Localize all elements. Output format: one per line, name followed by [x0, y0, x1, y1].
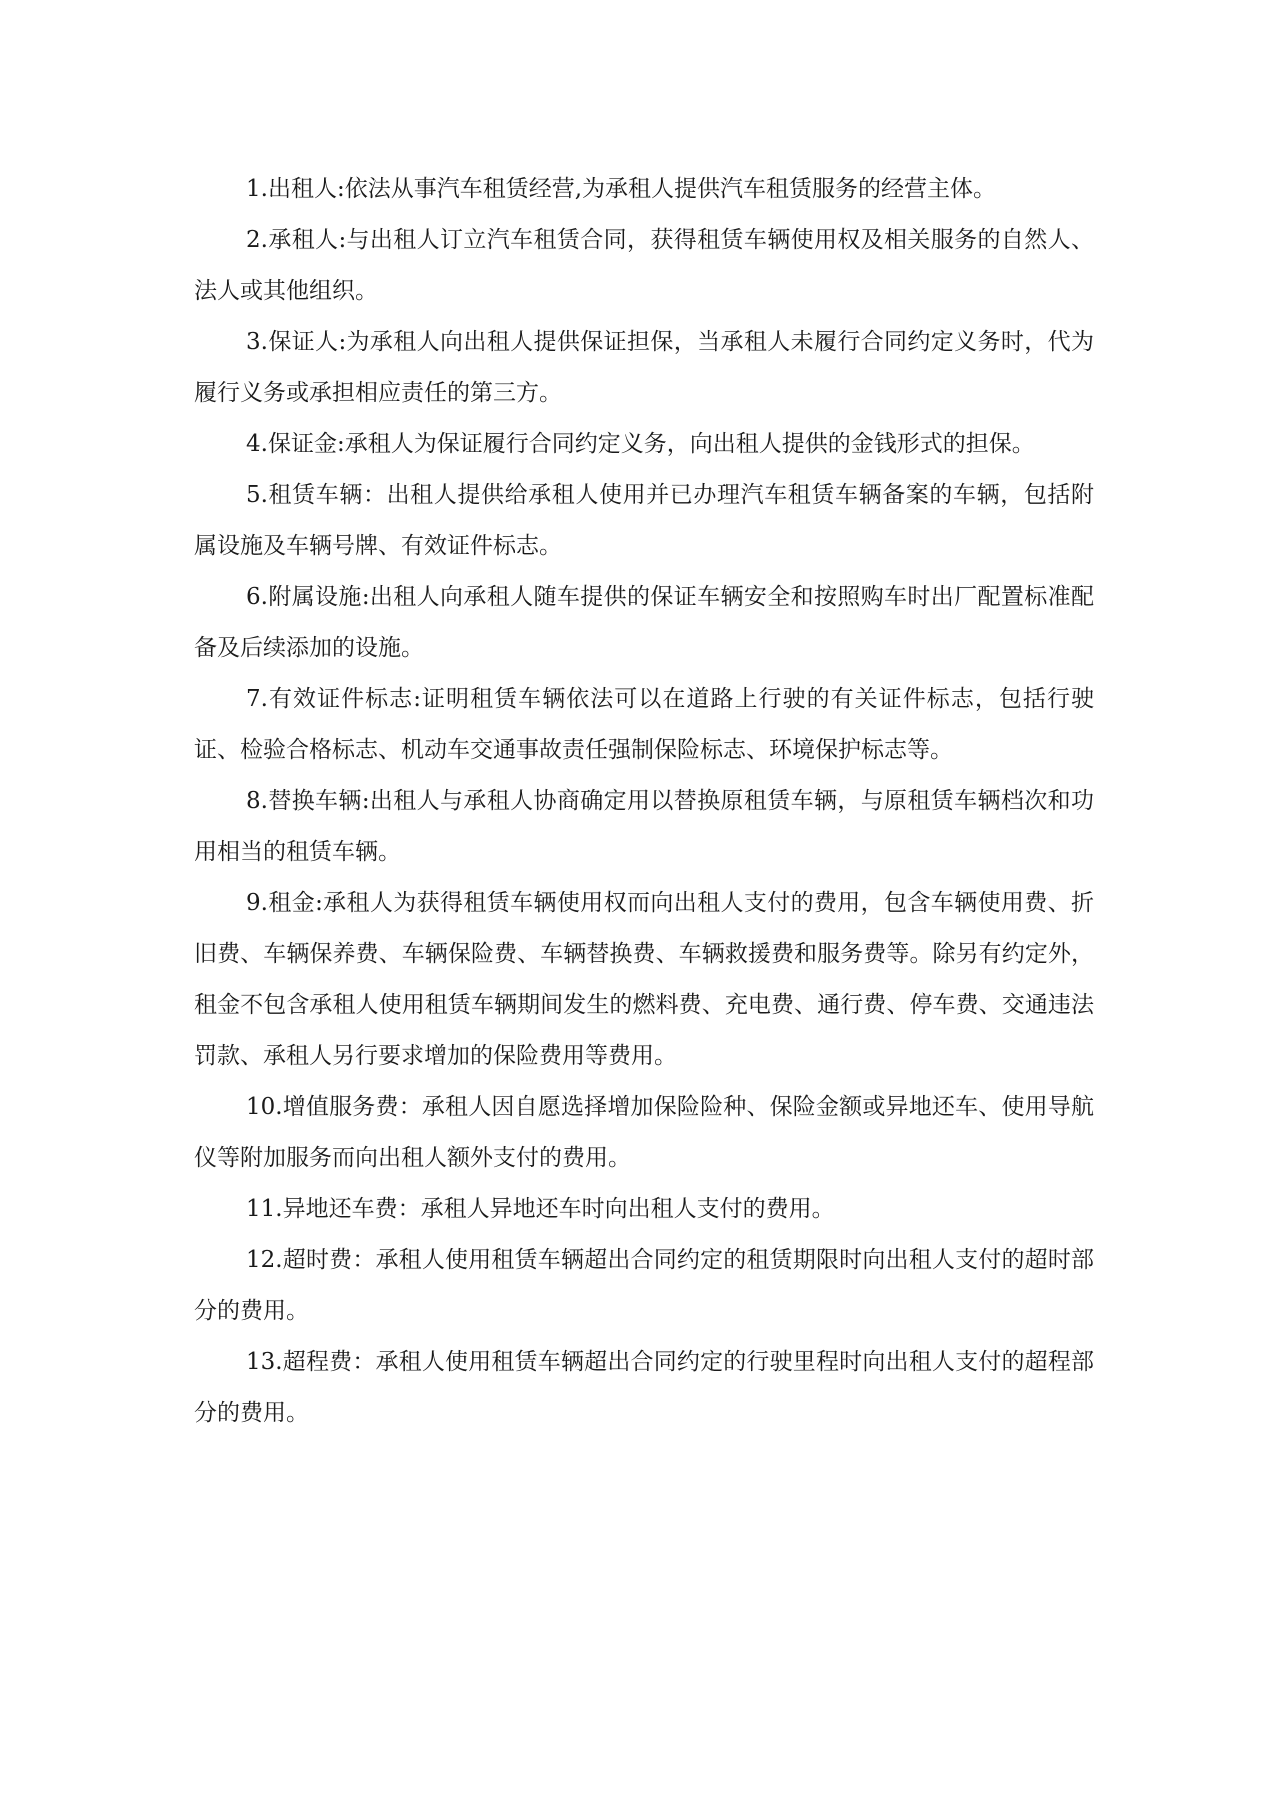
definition-number: 2. — [246, 227, 268, 253]
definition-number: 7. — [246, 686, 268, 712]
definition-item — [194, 878, 1094, 1082]
definition-text: 承租人使用租赁车辆超出合同约定的租赁期限时向出租人支付的超时部分的费用。 — [194, 1247, 1095, 1324]
definition-term: 出租人 — [267, 176, 337, 202]
definition-term: 超程费 — [282, 1349, 353, 1375]
definition-separator: ： — [352, 1247, 376, 1273]
definition-number: 4. — [246, 431, 268, 457]
definition-item — [194, 215, 1094, 317]
definition-number: 6. — [246, 584, 268, 610]
definition-text: 出租人提供给承租人使用并已办理汽车租赁车辆备案的车辆，包括附属设施及车辆号牌、有效证件标志。 — [194, 482, 1095, 559]
definition-term: 承租人 — [267, 227, 339, 253]
definition-term: 异地还车费 — [282, 1196, 398, 1222]
definition-term: 租金 — [267, 890, 316, 916]
definition-term: 保证金 — [267, 431, 337, 457]
definition-term: 附属设施 — [267, 584, 362, 610]
definition-text: 依法从事汽车租赁经营,为承租人提供汽车租赁服务的经营主体。 — [344, 176, 997, 202]
definition-term: 有效证件标志 — [267, 686, 414, 712]
definition-separator: ： — [397, 1196, 421, 1222]
definition-text: 出租人与承租人协商确定用以替换原租赁车辆，与原租赁车辆档次和功用相当的租赁车辆。 — [194, 788, 1095, 865]
definition-separator: ： — [362, 482, 387, 508]
definition-number: 5. — [246, 482, 268, 508]
definition-text: 为承租人向出租人提供保证担保，当承租人未履行合同约定义务时，代为履行义务或承担相应责任的第三方。 — [194, 329, 1095, 406]
definition-separator: : — [336, 176, 345, 202]
definition-term: 保证人 — [267, 329, 339, 355]
definition-separator: ： — [352, 1349, 376, 1375]
definition-item — [194, 674, 1094, 776]
definition-separator: : — [336, 431, 345, 457]
definition-term: 租赁车辆 — [267, 482, 363, 508]
definition-item — [194, 317, 1094, 419]
definition-separator: : — [361, 788, 370, 814]
definition-text: 与出租人订立汽车租赁合同，获得租赁车辆使用权及相关服务的自然人、法人或其他组织。 — [194, 227, 1095, 304]
definition-number: 9. — [246, 890, 268, 916]
definition-item — [194, 572, 1094, 674]
definition-separator: : — [361, 584, 370, 610]
definition-number: 3. — [246, 329, 268, 355]
definition-number: 8. — [246, 788, 268, 814]
definition-number: 10. — [246, 1094, 283, 1120]
definition-number: 13. — [246, 1349, 283, 1375]
definition-text: 出租人向承租人随车提供的保证车辆安全和按照购车时出厂配置标准配备及后续添加的设施。 — [194, 584, 1095, 661]
definition-text: 承租人异地还车时向出租人支付的费用。 — [420, 1196, 835, 1222]
definition-separator: : — [338, 329, 347, 355]
definition-separator: ： — [398, 1094, 422, 1120]
definition-term: 超时费 — [282, 1247, 353, 1273]
definitions-list — [194, 164, 1094, 1439]
definition-text: 承租人使用租赁车辆超出合同约定的行驶里程时向出租人支付的超程部分的费用。 — [194, 1349, 1095, 1426]
definition-item — [194, 470, 1094, 572]
definition-item — [194, 419, 1094, 470]
definition-separator: : — [413, 686, 421, 712]
definition-number: 11. — [246, 1196, 283, 1222]
definition-text: 承租人为获得租赁车辆使用权而向出租人支付的费用，包含车辆使用费、折旧费、车辆保养费、车辆保险费、车辆替换费、车辆救援费和服务费等。除另有约定外，租金不包含承租人使用租赁车辆期间发生的燃料费、充电费、通行费、停车费、交通违法罚款、承租人另行要求增加的保险费用等费用。 — [194, 890, 1095, 1069]
definition-separator: : — [315, 890, 323, 916]
definition-term: 替换车辆 — [267, 788, 362, 814]
definition-text: 承租人为保证履行合同约定义务，向出租人提供的金钱形式的担保。 — [344, 431, 1035, 457]
definition-item — [194, 776, 1094, 878]
definition-number: 12. — [246, 1247, 283, 1273]
definition-text: 承租人因自愿选择增加保险险种、保险金额或异地还车、使用导航仪等附加服务而向出租人额外支付的费用。 — [194, 1094, 1095, 1171]
definition-item — [194, 164, 1094, 215]
definition-text: 证明租赁车辆依法可以在道路上行驶的有关证件标志，包括行驶证、检验合格标志、机动车交通事故责任强制保险标志、环境保护标志等。 — [194, 686, 1095, 763]
definition-number: 1. — [246, 176, 268, 202]
definition-item — [194, 1082, 1094, 1184]
definition-item — [194, 1337, 1094, 1439]
definition-term: 增值服务费 — [282, 1094, 399, 1120]
definition-separator: : — [338, 227, 347, 253]
definition-item — [194, 1235, 1094, 1337]
definition-item — [194, 1184, 1094, 1235]
